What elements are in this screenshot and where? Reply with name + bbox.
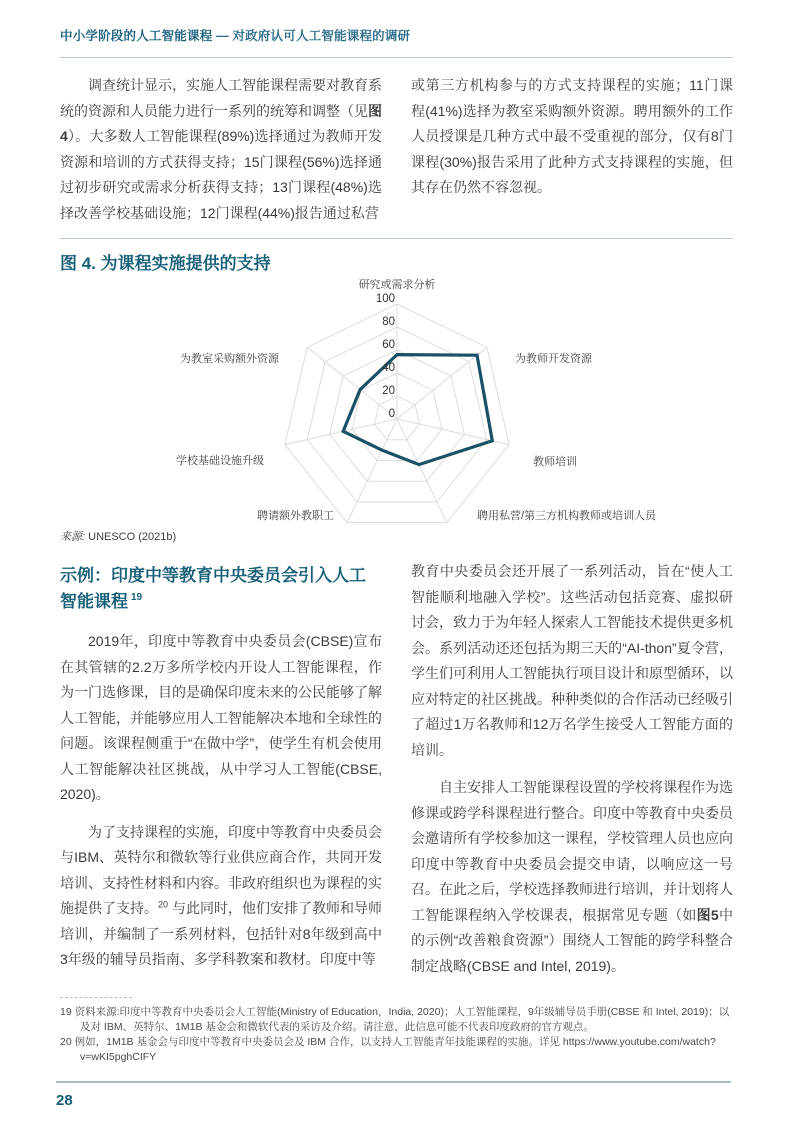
radar-tick-label: 100 — [375, 293, 395, 305]
radar-axis-label: 为教室采购额外资源 — [180, 353, 279, 365]
intro-right-column — [411, 73, 733, 238]
radar-tick-label: 0 — [388, 408, 395, 420]
intro-columns — [60, 73, 733, 238]
radar-data-polygon — [343, 355, 492, 465]
footnote — [60, 1005, 733, 1035]
radar-axis-line — [347, 419, 397, 523]
radar-axis-label: 聘请额外教职工 — [257, 510, 334, 522]
radar-axis-label: 为教师开发资源 — [515, 353, 592, 365]
radar-tick-label: 60 — [382, 339, 395, 351]
figure-chart — [60, 276, 733, 528]
footnote-number: 19 — [60, 1006, 75, 1018]
radar-axis-label: 教师培训 — [533, 456, 577, 468]
radar-tick-label: 80 — [382, 316, 395, 328]
paragraph: 自主安排人工智能课程设置的学校将课程作为选修课或跨学科课程进行整合。印度中等教育中央委员会邀请所有学校参加这一课程，学校管理人员也应向印度中等教育中央委员会提交申请，以响应这一号召。在此之后，学校选择教师进行培训，并计划将人工智能课程纳入学校课表，根据常见专题（如图5中的示例“改善粮食资源”）围绕人工智能的跨学科整合制定战略(CBSE and Intel, 2019)。 — [411, 779, 734, 974]
radar-axis-label: 学校基础设施升级 — [176, 455, 264, 467]
radar-chart — [60, 276, 733, 528]
paragraph: 或第三方机构参与的方式支持课程的实施；11门课程(41%)选择为教室采购额外资源。聘用额外的工作人员授课是几种方式中最不受重视的部分，仅有8门课程(30%)报告采用了此种方式支持课程的实施，但其存在仍然不容忽视。 — [411, 77, 733, 195]
radar-axis-line — [397, 419, 447, 523]
case-study-heading: 示例：印度中等教育中央委员会引入人工智能课程 $^{19}$ — [60, 566, 366, 611]
figure-source — [60, 528, 733, 544]
header-subtitle: — 对政府认可人工智能课程的调研 — [212, 29, 411, 43]
figure-title: 图 4. 为课程实施提供的支持 — [60, 254, 271, 273]
page-number: 28 — [56, 1092, 73, 1109]
page-header — [60, 26, 733, 58]
case-study-columns — [60, 559, 733, 991]
paragraph: 为了支持课程的实施，印度中等教育中央委员会与IBM、英特尔和微软等行业供应商合作，共同开发培训、支持性材料和内容。非政府组织也为课程的实施提供了支持。$^{20}$ 与此同时，他们安排了教师和导师培训，并编制了一系列材料，包括针对8年级到高中3年级的辅导员指南、多学科教案和教材。印度中等 — [60, 823, 382, 967]
footnote — [60, 1035, 733, 1065]
page-footer — [56, 1081, 731, 1110]
radar-tick-label: 40 — [382, 362, 395, 374]
paragraph: 2019年，印度中等教育中央委员会(CBSE)宣布在其管辖的2.2万多所学校内开设人工智能课程，作为一门选修课，目的是确保印度未来的公民能够了解人工智能，并能够应用人工智能解决本地和全球性的问题。该课程侧重于“在做中学”，使学生有机会使用人工智能解决社区挑战，从中学习人工智能(CBSE, 2020)。 — [60, 633, 382, 802]
footnote-text: 资料来源:印度中等教育中央委员会人工智能(Ministry of Education，India, 2020)；人工智能课程，9年级辅导员手册(CBSE 和 Intel, 2019)；以及对 IBM、英特尔、1M1B 基金会和微软代表的采访及介绍。请注意，此信息可能不代表印度政府的官方观点。 — [74, 1006, 730, 1033]
header-title: 中小学阶段的人工智能课程 — [60, 29, 213, 43]
footnotes — [60, 1005, 733, 1065]
paragraph: 教育中央委员会还开展了一系列活动，旨在“使人工智能顺利地融入学校”。这些活动包括竞赛、虚拟研讨会，致力于为年轻人探索人工智能技术提供更多机会。系列活动还还包括为期三天的“AI-thon”夏令营，学生们可利用人工智能执行项目设计和原型循环，以应对特定的社区挑战。种种类似的合作活动已经吸引了超过1万名教师和12万名学生接受人工智能方面的培训。 — [411, 563, 733, 758]
case-right-column — [411, 559, 733, 991]
footnote-divider — [60, 997, 132, 998]
radar-axis-label: 研究或需求分析 — [358, 279, 436, 291]
footnote-url[interactable]: https://www.youtube.com/watch?v=wKI5pghCIFY — [80, 1036, 716, 1063]
figure-divider — [60, 238, 733, 239]
footnote-text: 例如，1M1B 基金会与印度中等教育中央委员会及 IBM 合作，以支持人工智能青年技能课程的实施。详见 — [74, 1036, 563, 1048]
footnote-number: 20 — [60, 1036, 75, 1048]
footnote-reference: 20 — [158, 899, 169, 910]
paragraph: 调查统计显示，实施人工智能课程需要对教育系统的资源和人员能力进行一系列的统筹和调整（见图4）。大多数人工智能课程(89%)选择通过为教师开发资源和培训的方式获得支持；15门课程(56%)选择通过初步研究或需求分析获得支持；13门课程(48%)选择改善学校基础设施；12门课程(44%)报告通过私营 — [60, 77, 382, 221]
source-text: UNESCO (2021b) — [85, 531, 177, 543]
case-left-column — [60, 559, 382, 991]
footnote-reference: 19 — [131, 592, 143, 604]
radar-tick-label: 20 — [382, 385, 395, 397]
radar-axis-label: 聘用私营/第三方机构教师或培训人员 — [477, 510, 657, 522]
case-left-paragraphs — [60, 629, 382, 973]
intro-left-column — [60, 73, 382, 238]
source-prefix: 来源: — [60, 531, 86, 543]
